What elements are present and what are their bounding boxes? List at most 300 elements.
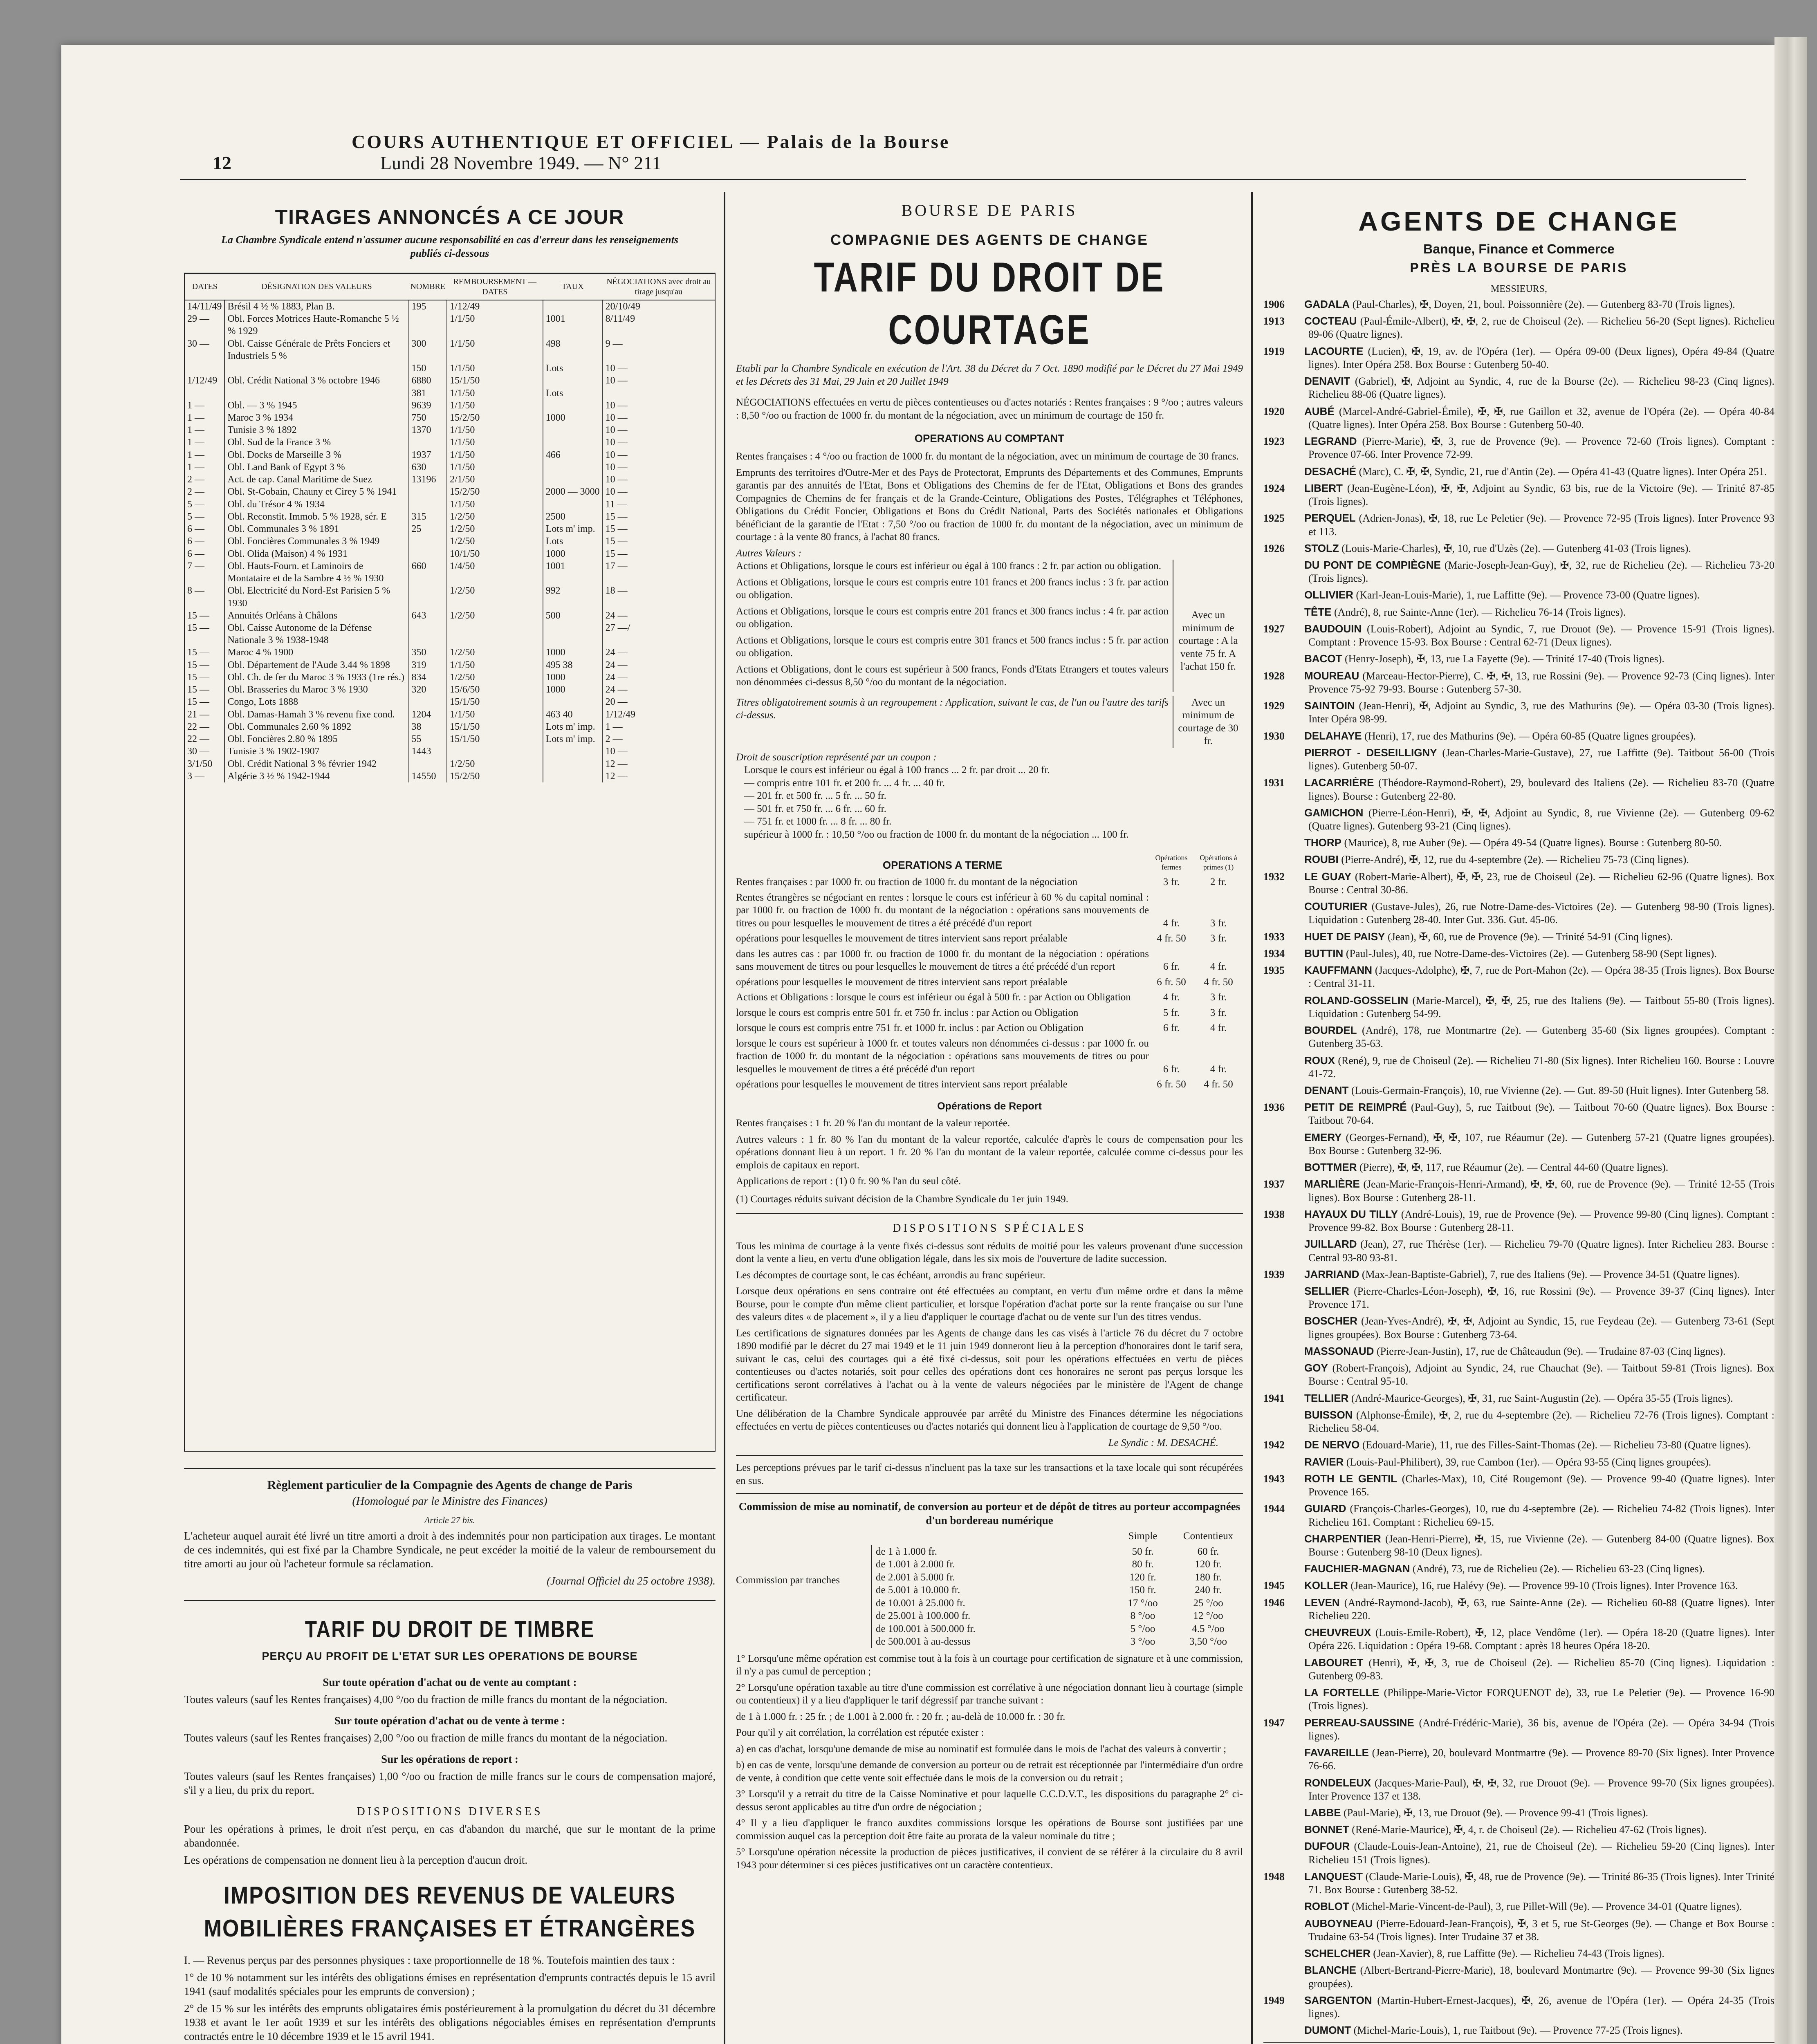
terme-row <box>736 948 1243 973</box>
agent-name: GAMICHON <box>1304 806 1364 819</box>
terme-primes: 4 fr. <box>1210 961 1227 973</box>
commission-simple: 5 °/oo <box>1130 1623 1155 1634</box>
table-cell: 38 <box>409 721 447 733</box>
terme-row <box>736 876 1243 889</box>
table-cell: 1/1/50 <box>447 708 543 721</box>
table-cell: 15 — <box>185 646 224 659</box>
terme-fermes: 4 fr. 50 <box>1157 933 1186 944</box>
terme-row <box>736 1037 1243 1076</box>
agent-year: 1949 <box>1263 1994 1285 2006</box>
agent-name: SARGENTON <box>1304 1994 1372 2006</box>
agent-details: (Théodore-Raymond-Robert), 29, boulevard des Italiens (2e). — Richelieu 83-70 (Quatre lignes). Bourse : Gutenberg 22-80. <box>1308 777 1774 802</box>
terme-primes: 3 fr. <box>1210 992 1227 1003</box>
table-cell: 6 — <box>185 523 224 535</box>
tirages-table-body <box>185 300 715 782</box>
agent-name: PETIT DE REIMPRÉ <box>1304 1101 1407 1114</box>
table-cell: 1/1/50 <box>447 449 543 461</box>
table-cell <box>447 745 543 758</box>
table-row <box>185 770 715 782</box>
table-cell: 2 — <box>185 486 224 498</box>
agent-year: 1925 <box>1263 512 1285 524</box>
table-cell: 463 40 <box>543 708 603 721</box>
table-cell: 27 —/ <box>605 622 630 633</box>
table-cell: Obl. du Trésor 4 % 1934 <box>224 498 408 511</box>
agent-details: (Jean-Eugène-Léon), ✠, ✠, Adjoint au Syndic, 63 bis, rue de la Victoire (9e). — Trinité 87-85 (Trois lignes). <box>1308 482 1774 508</box>
terme-row <box>736 991 1243 1004</box>
agent-entry <box>1263 1947 1774 1960</box>
table-cell: 500 <box>543 610 603 622</box>
agent-details: (Henri), ✠, ✠, 3, rue de Choiseul (2e). — Richelieu 85-70 (Cinq lignes). Liquidation : Gutenberg 09-83. <box>1308 1656 1774 1682</box>
agent-details: (Jean-Charles-Marie-Gustave), 27, rue Laffitte (9e). Taitbout 56-00 (Trois lignes). Gutenberg 50-07. <box>1308 746 1774 772</box>
table-cell <box>543 461 603 473</box>
agent-entry <box>1263 465 1774 478</box>
agent-year: 1933 <box>1263 930 1285 943</box>
perceptions-text: Les perceptions prévues par le tarif ci-dessus n'incluent pas la taxe sur les transactions et la taxe locale qui sont récupérées en sus. <box>736 1462 1243 1486</box>
table-cell: 14/11/49 <box>185 300 224 313</box>
terme-fermes: 3 fr. <box>1163 876 1180 888</box>
table-row <box>185 313 715 337</box>
terme-label: dans les autres cas : par 1000 fr. ou fraction de 1000 fr. du montant de la négociation : opérations sans mouvement de titres ou pour lesquelles le mouvement de titres a été précédé d'un report <box>736 948 1149 973</box>
table-row <box>185 436 715 448</box>
agent-entry <box>1263 1345 1774 1358</box>
tarif-note: Etabli par la Chambre Syndicale en exécution de l'Art. 38 du Décret du 7 Oct. 1890 modifié par le Décret du 27 Mai 1949 et les Décrets des 31 Mai, 29 Juin et 20 Juillet 1949 <box>736 363 1243 387</box>
agent-name: BOTTMER <box>1304 1161 1357 1174</box>
timbre-h3: Sur les opérations de report : <box>381 1753 518 1765</box>
agent-name: DENAVIT <box>1304 375 1350 388</box>
agent-details: (Jean), 27, rue Thérèse (1er). — Richelieu 79-70 (Quatre lignes). Inter Richelieu 283. Bourse : Central 93-80 93-81. <box>1308 1238 1774 1264</box>
left-column <box>184 196 716 2044</box>
table-cell: 29 — <box>185 313 224 337</box>
agent-name: AUBOYNEAU <box>1304 1917 1373 1930</box>
table-cell: Congo, Lots 1888 <box>224 696 408 708</box>
table-cell: Lots <box>543 387 603 399</box>
table-cell: Obl. Sud de la France 3 % <box>224 436 408 448</box>
agent-entry <box>1263 1626 1774 1652</box>
table-cell: 3 — <box>185 770 224 782</box>
terme-label: Actions et Obligations : lorsque le cours est inférieur ou égal à 500 fr. : par Action ou Obligation <box>736 992 1131 1003</box>
table-cell: 643 <box>409 610 447 622</box>
commission-simple: 17 °/oo <box>1128 1597 1158 1609</box>
table-cell: Obl. Damas-Hamah 3 % revenu fixe cond. <box>224 708 408 721</box>
courtage-note: (1) Courtages réduits suivant décision de la Chambre Syndicale du 1er juin 1949. <box>736 1193 1069 1205</box>
agent-entry <box>1263 374 1774 401</box>
table-cell <box>447 622 543 646</box>
table-cell <box>409 535 447 547</box>
table-cell: Obl. Communales 2.60 % 1892 <box>224 721 408 733</box>
table-cell: 1 — <box>605 721 623 732</box>
agent-name: DE NERVO <box>1304 1439 1360 1451</box>
table-row <box>185 387 715 399</box>
agent-entry <box>1263 1408 1774 1435</box>
agent-name: DU PONT DE COMPIÈGNE <box>1304 559 1441 571</box>
table-cell: 660 <box>409 560 447 585</box>
table-cell: 10 — <box>605 363 628 374</box>
table-cell: 319 <box>409 659 447 671</box>
table-cell: Tunisie 3 % 1892 <box>224 424 408 436</box>
table-cell: 10/1/50 <box>447 548 543 560</box>
agent-year: 1947 <box>1263 1717 1285 1729</box>
agent-entry <box>1263 558 1774 585</box>
agent-details: (Marc), C. ✠, ✠, Syndic, 21, rue d'Antin (2e). — Opéra 41-43 (Quatre lignes). Inter Opéra 251. <box>1359 465 1767 477</box>
agent-details: (Robert-Marie-Albert), ✠, ✠, 23, rue de Choiseul (2e). — Richelieu 62-96 (Quatre lignes). Box Bourse : Central 30-86. <box>1308 870 1774 896</box>
agent-entry <box>1263 1656 1774 1683</box>
agent-name: RONDELEUX <box>1304 1776 1371 1789</box>
table-row <box>185 733 715 745</box>
agent-entry <box>1263 1054 1774 1080</box>
table-cell: 992 <box>543 585 603 609</box>
agent-name: BACOT <box>1304 652 1342 665</box>
terme-label: lorsque le cours est compris entre 751 fr. et 1000 fr. inclus : par Action ou Obligation <box>736 1022 1083 1034</box>
dispo-title: DISPOSITIONS SPÉCIALES <box>893 1222 1086 1235</box>
table-cell: 320 <box>409 684 447 696</box>
agent-entry <box>1263 1455 1774 1469</box>
table-cell: 15 — <box>185 684 224 696</box>
agent-details: (Jacques-Adolphe), ✠, 7, rue de Port-Mahon (2e). — Opéra 38-35 (Trois lignes). Box Bourse : Central 31-11. <box>1308 964 1774 990</box>
terme-row <box>736 1006 1243 1020</box>
agent-details: (André-Frédéric-Marie), 36 bis, avenue de l'Opéra (2e). — Opéra 34-94 (Trois lignes). <box>1308 1717 1774 1742</box>
table-cell: 1/12/49 <box>605 709 636 720</box>
commission-note: 4° Il y a lieu d'appliquer le franco auxdites commissions lorsque les opérations de Bourse sont justifiées par une commission auquel cas la perception doit être faite au prorata de la valeur nominale du titre ; <box>736 1818 1243 1842</box>
agent-details: (Pierre-Jean-Justin), 17, rue de Châteaudun (9e). — Trudaine 87-03 (Cinq lignes). <box>1376 1345 1726 1357</box>
agent-entry <box>1263 870 1774 896</box>
agent-details: (Michel-Marie-Vincent-de-Paul), 3, rue Pillet-Will (9e). — Provence 34-01 (Quatre lignes). <box>1352 1901 1742 1913</box>
table-cell: Brésil 4 ½ % 1883, Plan B. <box>224 300 408 313</box>
agent-details: (Paul-Émile-Albert), ✠, ✠, 2, rue de Choiseul (2e). — Richelieu 56-20 (Sept lignes). Richelieu 89-06 (Quatre lignes). <box>1308 315 1774 341</box>
agent-entry <box>1263 605 1774 619</box>
agent-details: (Jean-Marie-François-Henri-Armand), ✠, ✠, 60, rue de Provence (9e). — Trinité 12-55 (Trois lignes). Box Bourse : Gutenberg 28-11. <box>1308 1178 1775 1204</box>
dispo-list <box>736 1240 1243 1433</box>
imposition-p1: I. — Revenus perçus par des personnes physiques : taxe proportionnelle de 18 %. Toutefois maintien des taux : <box>184 1954 675 1966</box>
agent-name: DELAHAYE <box>1304 729 1362 742</box>
middle-divider-3 <box>736 1493 1243 1494</box>
agent-details: (Pierre-Marie), ✠, 3, rue de Provence (9e). — Provence 72-60 (Trois lignes). Comptant : Provence 07-66. Inter Provence 72-99. <box>1308 435 1774 461</box>
agent-year: 1920 <box>1263 405 1285 417</box>
dispo-para: Les certifications de signatures données par les Agents de change dans les cas visés à l'article 76 du décret du 7 octobre 1890 modifié par le décret du 27 mai 1949 et le 11 juin 1949 donneront lieu à la perception d'honoraires dont le tarif sera, suivant le cas, celui des courtages qui a été fixé ci-dessus, soit pour les opérations effectuées en vertu de pièces contentieuses ou d'actes notariés, soit pour celles des opérations dont ces honoraires ne seront pas perçus lorsque les certifications seront corrélatives à l'achat ou à la vente de valeurs négociées par le ministère de l'Agent de change certificateur. <box>736 1327 1243 1403</box>
terme-primes: 3 fr. <box>1210 933 1227 944</box>
table-cell: 22 — <box>185 721 224 733</box>
agent-details: (René), 9, rue de Choiseul (2e). — Richelieu 71-80 (Six lignes). Inter Richelieu 160. Bourse : Louvre 41-72. <box>1308 1054 1775 1080</box>
agent-name: LE GUAY <box>1304 870 1352 883</box>
table-cell: 24 — <box>605 647 628 658</box>
terme-label: opérations pour lesquelles le mouvement de titres intervient sans report préalable <box>736 933 1068 944</box>
agent-name: BOSCHER <box>1304 1315 1358 1327</box>
agent-entry <box>1263 511 1774 538</box>
agent-entry <box>1263 853 1774 866</box>
table-row <box>185 708 715 721</box>
agent-details: (Jean), ✠, 60, rue de Provence (9e). — Trinité 54-91 (Cinq lignes). <box>1387 930 1673 943</box>
agent-details: (Jean-Henri-Pierre), ✠, 15, rue Vivienne (2e). — Gutenberg 84-00 (Quatre lignes). Box Bourse : Gutenberg 98-10 (Deux lignes). <box>1308 1533 1774 1558</box>
table-cell: Obl. Foncières 2.80 % 1895 <box>224 733 408 745</box>
commission-contentieux: 25 °/oo <box>1193 1597 1223 1609</box>
agent-name: THORP <box>1304 836 1341 849</box>
header-rule <box>180 179 1746 180</box>
table-cell: 10 — <box>605 474 628 485</box>
agent-entry <box>1263 1806 1774 1820</box>
table-cell: 1/1/50 <box>447 313 543 337</box>
agent-entry <box>1263 776 1774 802</box>
terme-row <box>736 1022 1243 1035</box>
agent-details: (Robert-François), Adjoint au Syndic, 24, rue Chauchat (9e). — Taitbout 59-81 (Trois lignes). Box Bourse : Central 95-10. <box>1308 1362 1774 1387</box>
agent-details: (Michel-Marie-Louis), 1, rue Taitbout (9e). — Provence 77-25 (Trois lignes). <box>1353 2024 1683 2037</box>
imposition-p3: 2° de 15 % sur les intérêts des emprunts obligataires émis postérieurement à la promulgation du décret du 31 décembre 1938 et avant le 1er août 1939 et sur les intérêts des obligations négociables émises en représentation d'emprunts contractés entre le 10 décembre 1939 et le 15 avril 1941. <box>184 2002 716 2042</box>
timbre-dispo-title: DISPOSITIONS DIVERSES <box>357 1805 543 1818</box>
commission-row <box>876 1623 1243 1636</box>
reglement-subtitle: (Homologué par le Ministre des Finances) <box>352 1495 547 1508</box>
table-cell <box>409 622 447 646</box>
souscription-row: supérieur à 1000 fr. : 10,50 °/oo ou fraction de 1000 fr. du montant de la négociation ... 100 fr. <box>744 829 1129 840</box>
report-list <box>736 1117 1243 1188</box>
agent-name: CHARPENTIER <box>1304 1532 1381 1545</box>
table-cell: 24 — <box>605 672 628 683</box>
tirages-col-header: REMBOURSEMENT — DATES <box>447 274 543 300</box>
agent-details: (Maurice), 8, rue Auber (9e). — Opéra 49-54 (Quatre lignes). Bourse : Gutenberg 80-50. <box>1344 837 1722 849</box>
agent-details: (Paul-Marie), ✠, 13, rue Drouot (9e). — Provence 99-41 (Trois lignes). <box>1344 1806 1649 1819</box>
table-cell: 10 — <box>605 462 628 473</box>
agents-subtitle: Banque, Finance et Commerce <box>1423 242 1615 257</box>
agent-entry <box>1263 1438 1774 1452</box>
table-cell: 15 — <box>605 548 628 559</box>
table-cell: Obl. Reconstit. Immob. 5 % 1928, sér. E <box>224 511 408 523</box>
table-cell: 1/1/50 <box>447 387 543 399</box>
table-row <box>185 548 715 560</box>
report-line: Applications de report : (1) 0 fr. 90 % l'an du seul côté. <box>736 1176 961 1187</box>
tirages-disclaimer: La Chambre Syndicale entend n'assumer aucune responsabilité en cas d'erreur dans les renseignements publiés ci-dessous <box>221 234 679 259</box>
table-cell: 15/2/50 <box>447 486 543 498</box>
agent-year: 1943 <box>1263 1472 1285 1485</box>
table-cell: 15/1/50 <box>447 733 543 745</box>
terme-fermes: 4 fr. <box>1163 917 1180 929</box>
commission-row <box>876 1571 1243 1584</box>
agent-entry <box>1263 1161 1774 1174</box>
agent-entry <box>1263 435 1774 461</box>
agent-details: (Marie-Joseph-Jean-Guy), ✠, 32, rue de Richelieu (2e). — Richelieu 73-20 (Trois lignes). <box>1308 559 1774 585</box>
agent-name: LABOURET <box>1304 1656 1364 1669</box>
table-cell: Obl. Olida (Maison) 4 % 1931 <box>224 548 408 560</box>
table-cell: Lots m' imp. <box>543 523 603 535</box>
table-cell: 15 — <box>605 511 628 522</box>
commission-tranche: de 5.001 à 10.000 fr. <box>876 1585 960 1596</box>
table-cell: 1 — <box>185 412 224 424</box>
table-cell: 1/1/50 <box>447 461 543 473</box>
timbre-t1: Toutes valeurs (sauf les Rentes françaises) 4,00 °/oo du fraction de mille francs du montant de la négociation. <box>184 1693 668 1706</box>
agent-entry <box>1263 1562 1774 1576</box>
agent-year: 1946 <box>1263 1596 1285 1609</box>
table-cell <box>543 399 603 412</box>
agent-entry <box>1263 746 1774 773</box>
agent-details: (Jean-Pierre), 20, boulevard Montmartre (9e). — Provence 89-70 (Six lignes). Inter Provence 76-66. <box>1308 1747 1775 1772</box>
agent-details: (Marceau-Hector-Pierre), C. ✠, ✠, 13, rue Rossini (9e). — Provence 92-73 (Cinq lignes). Inter Provence 75-92 79-93. Bourse : Gutenberg 57-30. <box>1308 670 1775 695</box>
table-row <box>185 300 715 313</box>
table-cell: 350 <box>409 646 447 659</box>
tirages-table-header <box>185 274 715 300</box>
terme-primes: 2 fr. <box>1210 876 1227 888</box>
tirages-col-header: NOMBRE <box>409 274 447 300</box>
agent-name: LIBERT <box>1304 482 1343 494</box>
agent-name: GUIARD <box>1304 1502 1346 1515</box>
commission-row <box>876 1635 1243 1648</box>
table-cell: 25 <box>409 523 447 535</box>
timbre-subtitle: PERÇU AU PROFIT DE L'ETAT SUR LES OPERATIONS DE BOURSE <box>262 1650 638 1662</box>
agent-name: HAYAUX DU TILLY <box>1304 1208 1398 1220</box>
table-cell: 6880 <box>409 374 447 387</box>
autres-line: Actions et Obligations, lorsque le cours est inférieur ou égal à 100 francs : 2 fr. par action ou obligation. <box>736 560 1162 572</box>
terme-row <box>736 1078 1243 1091</box>
table-cell: 466 <box>543 449 603 461</box>
table-cell <box>543 498 603 511</box>
commission-cols <box>736 1530 1243 1543</box>
agent-entry <box>1263 1314 1774 1341</box>
table-cell: 150 <box>409 362 447 374</box>
table-cell: 1000 <box>543 684 603 696</box>
dispo-para: Une délibération de la Chambre Syndicale approuvée par arrêté du Ministre des Finances détermine les négociations effectuées en vertu de pièces contentieuses ou d'actes notariés qui donnent lieu à l'application de courtage de 9,50 °/oo. <box>736 1408 1243 1432</box>
commission-tranche: de 2.001 à 5.000 fr. <box>876 1571 955 1583</box>
commission-tranche: de 10.001 à 25.000 fr. <box>876 1597 965 1609</box>
table-cell: 15 — <box>185 610 224 622</box>
agent-entry <box>1263 1686 1774 1712</box>
table-cell: 1/1/50 <box>447 498 543 511</box>
commission-col-simple: Simple <box>1128 1531 1157 1542</box>
commission-contentieux: 12 °/oo <box>1193 1610 1223 1622</box>
agent-details: (Martin-Hubert-Ernest-Jacques), ✠, 26, avenue de l'Opéra (1er). — Opéra 24-35 (Trois lignes). <box>1308 1994 1775 2020</box>
agent-entry <box>1263 1579 1774 1592</box>
agent-entry <box>1263 314 1774 341</box>
right-divider <box>1263 2042 1774 2043</box>
agent-details: (André-Louis), 19, rue de Provence (9e). — Provence 99-80 (Cinq lignes). Comptant : Provence 99-82. Box Bourse : Gutenberg 28-11. <box>1308 1208 1775 1234</box>
table-cell: 55 <box>409 733 447 745</box>
table-row <box>185 486 715 498</box>
table-cell: 8/11/49 <box>605 314 635 325</box>
agent-entry <box>1263 1024 1774 1050</box>
agent-details: (Louis-Robert), Adjoint au Syndic, 7, rue Drouot (9e). — Provence 15-91 (Trois lignes). Comptant : Provence 15-93. Box Bourse : Central 62-71 (Deux lignes). <box>1308 623 1774 648</box>
commission-row <box>876 1597 1243 1610</box>
table-cell: Obl. — 3 % 1945 <box>224 399 408 412</box>
agent-details: (Charles-Max), 10, Cité Rougemont (9e). — Provence 99-40 (Quatre lignes). Inter Provence 165. <box>1308 1472 1774 1498</box>
terme-label: Rentes étrangères se négociant en rentes : lorsque le cours est inférieur à 60 % du capital nominal : par 1000 fr. ou fraction de 1000 fr. du montant de la négociation : opérations sans mouvements de titres ou pour lesquelles le mouvement de titres a été précédé d'un report <box>736 892 1149 929</box>
agent-name: DUMONT <box>1304 2024 1351 2037</box>
agent-name: GOY <box>1304 1362 1328 1374</box>
middle-column <box>736 200 1243 1875</box>
agent-year: 1936 <box>1263 1101 1285 1114</box>
agent-name: ROUX <box>1304 1054 1335 1067</box>
compagnie-title: COMPAGNIE DES AGENTS DE CHANGE <box>830 231 1149 249</box>
table-row <box>185 412 715 424</box>
tirages-table-frame <box>184 273 716 1452</box>
agent-name: BUISSON <box>1304 1408 1353 1421</box>
table-cell: 10 — <box>605 746 628 757</box>
table-cell: 15/1/50 <box>447 374 543 387</box>
terme-col-fermes: Opérations fermes <box>1155 854 1188 871</box>
autres-line: Actions et Obligations, dont le cours est supérieur à 500 francs, Fonds d'Etats Etrangers et toutes valeurs non dénommées ci-dessus 8,50 °/oo du montant de la négociation. <box>736 663 1169 688</box>
table-cell: Maroc 4 % 1900 <box>224 646 408 659</box>
table-cell: Obl. Crédit National 3 % octobre 1946 <box>224 374 408 387</box>
agent-name: MARLIÈRE <box>1304 1178 1360 1190</box>
table-cell <box>409 498 447 511</box>
commission-row <box>876 1609 1243 1623</box>
table-cell: 15 — <box>605 524 628 535</box>
table-cell: 1000 <box>543 548 603 560</box>
tirages-col-header: TAUX <box>543 274 603 300</box>
agent-name: STOLZ <box>1304 542 1339 554</box>
agent-entry <box>1263 1361 1774 1388</box>
agent-entry <box>1263 1472 1774 1499</box>
table-cell: 5 — <box>185 498 224 511</box>
commission-row <box>876 1584 1243 1597</box>
table-cell: 1001 <box>543 560 603 585</box>
souscription-row: — 201 fr. et 500 fr. ... 5 fr. ... 50 fr. <box>744 790 886 802</box>
agent-details: (Louis-Emile-Robert), ✠, 12, place Vendôme (1er). — Opéra 18-20 (Quatre lignes). Inter Opéra 226. Liquidation : Opéra 19-68. Comptant : après 18 heures Opéra 18-20. <box>1308 1627 1775 1652</box>
commission-simple: 8 °/oo <box>1130 1610 1155 1622</box>
agent-details: (André-Maurice-Georges), ✠, 31, rue Saint-Augustin (2e). — Opéra 35-55 (Trois lignes). <box>1351 1392 1733 1404</box>
table-cell <box>543 374 603 387</box>
agent-details: (Karl-Jean-Louis-Marie), 1, rue Laffitte (9e). — Provence 73-00 (Quatre lignes). <box>1356 589 1700 601</box>
table-cell: Obl. Crédit National 3 % février 1942 <box>224 758 408 770</box>
agent-entry <box>1263 2024 1774 2037</box>
agent-entry <box>1263 1532 1774 1559</box>
agent-name: PIERROT - DESEILLIGNY <box>1304 746 1437 759</box>
agent-list <box>1263 298 1774 2037</box>
agent-entry <box>1263 1177 1774 1204</box>
commission-notes <box>736 1652 1243 1872</box>
table-cell: 2 — <box>185 473 224 486</box>
table-cell: 381 <box>409 387 447 399</box>
negociations-text: NÉGOCIATIONS effectuées en vertu de pièces contentieuses ou d'actes notariés : Rentes françaises : 9 °/oo ; autres valeurs : 8,50 °/oo ou fraction de 1000 fr. du montant de la négociation, avec un minimum de courtage de 150 fr. <box>736 397 1243 421</box>
autres-line: Actions et Obligations, lorsque le cours est compris entre 101 francs et 200 francs inclus : 3 fr. par action ou obligation. <box>736 576 1169 601</box>
table-cell <box>409 585 447 609</box>
agent-name: LACOURTE <box>1304 345 1364 357</box>
table-cell: Obl. Docks de Marseille 3 % <box>224 449 408 461</box>
table-cell: 15 — <box>605 536 628 547</box>
agent-name: GADALA <box>1304 298 1350 311</box>
agent-details: (Lucien), ✠, 19, av. de l'Opéra (1er). — Opéra 09-00 (Deux lignes), Opéra 49-84 (Quatre lignes). Inter Opéra 258. Box Bourse : Gutenberg 50-40. <box>1308 345 1774 370</box>
messieurs: MESSIEURS, <box>1490 283 1548 294</box>
table-cell: 1000 <box>543 646 603 659</box>
left-divider <box>184 1468 716 1469</box>
table-cell: 24 — <box>605 659 628 670</box>
agent-details: (Adrien-Jonas), ✠, 18, rue Le Peletier (9e). — Provence 72-95 (Trois lignes). Inter Provence 93 et 113. <box>1308 512 1774 538</box>
table-cell: 1/2/50 <box>447 511 543 523</box>
agent-year: 1944 <box>1263 1503 1285 1515</box>
titres-oblig: Titres obligatoirement soumis à un regroupement : Application, suivant le cas, de l'un ou l'autre des tarifs ci-dessus. <box>736 697 1169 721</box>
table-cell: 1/1/50 <box>447 399 543 412</box>
dispo-para: Les décomptes de courtage sont, le cas échéant, arrondis au franc supérieur. <box>736 1269 1045 1281</box>
autres-title: Autres Valeurs : <box>736 547 802 559</box>
agent-details: (François-Charles-Georges), 10, rue du 4-septembre (2e). — Richelieu 74-82 (Trois lignes). Inter Richelieu 161. Comptant : Richelieu 69-15. <box>1308 1503 1775 1528</box>
agent-details: (Max-Jean-Baptiste-Gabriel), 7, rue des Italiens (9e). — Provence 34-51 (Quatre lignes). <box>1362 1268 1740 1280</box>
table-cell: 9639 <box>409 399 447 412</box>
table-cell: 9 — <box>605 338 623 349</box>
terme-col-primes: Opérations à primes (1) <box>1200 854 1237 871</box>
agent-details: (Claude-Louis-Jean-Antoine), 21, rue de Choiseul (2e). — Richelieu 59-20 (Cinq lignes). Inter Richelieu 151 (Trois lignes). <box>1308 1840 1775 1866</box>
droit-souscription: Droit de souscription représenté par un coupon : <box>736 751 937 763</box>
reglement-ref: (Journal Officiel du 25 octobre 1938). <box>547 1575 716 1587</box>
agent-entry <box>1263 994 1774 1020</box>
table-cell: 12 — <box>605 758 628 769</box>
terme-fermes: 6 fr. 50 <box>1157 976 1186 988</box>
table-row <box>185 585 715 609</box>
table-cell <box>543 473 603 486</box>
table-cell: 15 — <box>185 671 224 684</box>
commission-table <box>736 1545 1243 1648</box>
commission-note: 2° Lorsqu'une opération taxable au titre d'une commission est corrélative à une négociation donnant lieu à courtage (simple ou contentieux) il y a lieu d'appliquer le tarif dégressif par tranche suivant : <box>736 1682 1243 1706</box>
agent-name: PERREAU-SAUSSINE <box>1304 1716 1414 1729</box>
reglement-article: Article 27 bis. <box>424 1515 476 1525</box>
agent-name: COCTEAU <box>1304 315 1357 327</box>
agent-entry <box>1263 298 1774 311</box>
report-line: Autres valeurs : 1 fr. 80 % l'an du montant de la valeur reportée, calculée d'après le cours de compensation pour les opérations donnant lieu à un report. 1 fr. 20 % l'an du montant de la valeur reportée, calculée comme ci-dessus pour les emplois de capitaux en report. <box>736 1134 1243 1171</box>
table-cell: 1/1/50 <box>447 338 543 362</box>
agent-details: (Marie-Marcel), ✠, ✠, 25, rue des Italiens (9e). — Taitbout 55-80 (Trois lignes). Liquidation : Gutenberg 54-99. <box>1308 994 1774 1020</box>
agent-entry <box>1263 1596 1774 1623</box>
